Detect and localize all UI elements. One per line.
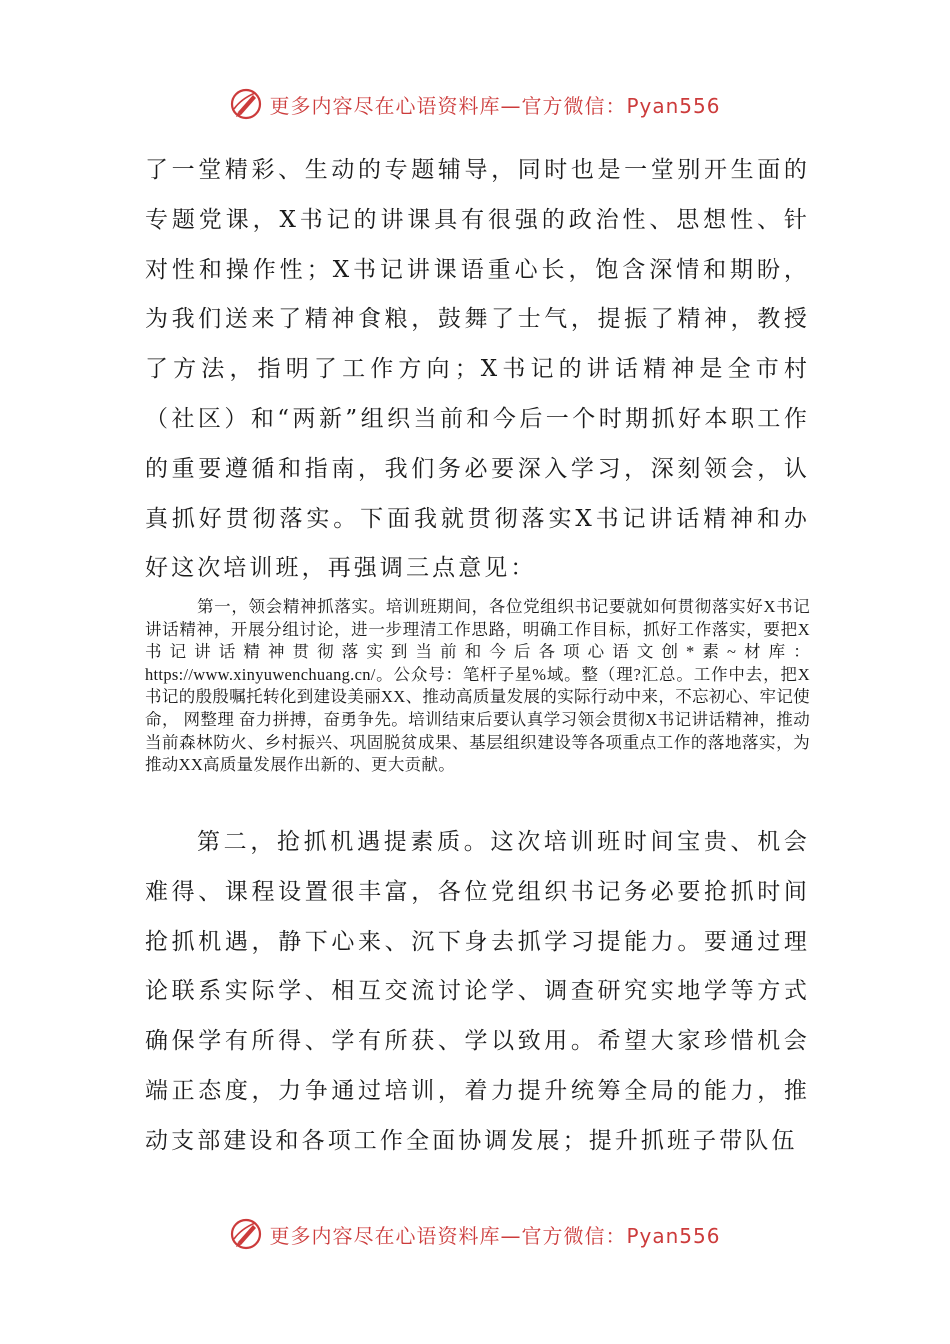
header-banner-content bbox=[229, 87, 720, 121]
header-banner bbox=[0, 82, 950, 126]
header-banner-text: 更多内容尽在心语资料库—官方微信：Pyan556 bbox=[269, 93, 721, 118]
footer-banner-text: 更多内容尽在心语资料库—官方微信：Pyan556 bbox=[269, 1223, 721, 1248]
footer-banner bbox=[0, 1212, 950, 1256]
paragraph-3: 第二，抢抓机遇提素质。这次培训班时间宝贵、机会难得、课程设置很丰富，各位党组织书记务必要抢抓时间抢抓机遇，静下心来、沉下身去抓学习提能力。要通过理论联系实际学、相互交流讨论学、调查研究实地学等方式确保学有所得、学有所获、学以致用。希望大家珍惜机会端正态度，力争通过培训，着力提升统筹全局的能力，推动支部建设和各项工作全面协调发展；提升抓班子带队伍 bbox=[145, 829, 810, 1154]
paragraph-2-small-print: 第一，领会精神抓落实。培训班期间，各位党组织书记要就如何贯彻落实好X书记讲话精神，开展分组讨论，进一步理清工作思路，明确工作目标，抓好工作落实，要把X书记讲话精神贯彻落实到当前和今后各项心语文创*素~材库：https://www.xinyuwenchuang.cn/。公众号：笔杆子星%域。整（理?汇总。工作中去，把X书记的殷殷嘱托转化到建设美丽XX、推动高质量发展的实际行动中来，不忘初心、牢记使命， 网整理 奋力拼搏，奋勇争先。培训结束后要认真学习领会贯彻X书记讲话精神，推动当前森林防火、乡村振兴、巩固脱贫成果、基层组织建设等各项重点工作的落地落实，为推动XX高质量发展作出新的、更大贡献。 bbox=[145, 597, 810, 775]
pen-logo-icon bbox=[229, 1217, 263, 1251]
pen-logo-icon bbox=[229, 87, 263, 121]
footer-banner-content bbox=[229, 1217, 720, 1251]
paragraph-1: 了一堂精彩、生动的专题辅导，同时也是一堂别开生面的专题党课，X书记的讲课具有很强的政治性、思想性、针对性和操作性；X书记讲课语重心长，饱含深情和期盼，为我们送来了精神食粮，鼓舞了士气，提振了精神，教授了方法，指明了工作方向；X书记的讲话精神是全市村（社区）和“两新”组织当前和今后一个时期抓好本职工作的重要遵循和指南，我们务必要深入学习，深刻领会，认真抓好贯彻落实。下面我就贯彻落实X书记讲话精神和办好这次培训班，再强调三点意见： bbox=[145, 157, 810, 582]
